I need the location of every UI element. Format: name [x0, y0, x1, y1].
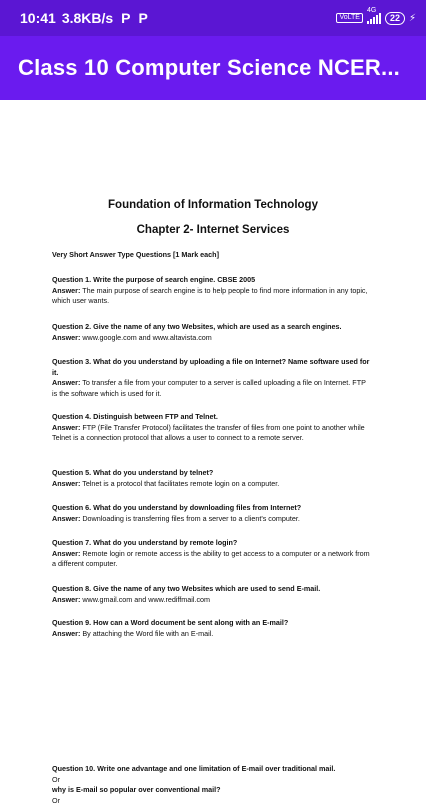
answer-text: Answer: Remote login or remote access is the ability to get access to a computer or a network from a different computer.: [52, 549, 372, 570]
answer-text: Answer: The main purpose of search engine is to help people to find more information in any topic, which user wants.: [52, 286, 372, 307]
network-type: 4G: [367, 7, 376, 14]
answer-text: Answer: By attaching the Word file with an E-mail.: [52, 629, 372, 640]
charging-icon: ⚡: [409, 13, 416, 24]
answer-text: Answer: www.google.com and www.altavista.com: [52, 333, 372, 344]
battery-level: 22: [390, 13, 400, 23]
status-left: [20, 10, 148, 26]
signal-icon: [367, 13, 381, 24]
or-text: Or: [52, 796, 372, 806]
document-page[interactable]: [0, 100, 426, 800]
question-text: why is E-mail so popular over conventional mail?: [52, 785, 372, 796]
app-title: Class 10 Computer Science NCER...: [18, 55, 400, 81]
question-block: [52, 503, 372, 524]
notification-p-icon: P: [121, 10, 130, 26]
answer-text: Answer: To transfer a file from your computer to a server is called uploading a file on Internet. FTP is the software which is used for it.: [52, 378, 372, 399]
question-text: Question 2. Give the name of any two Websites, which are used as a search engines.: [52, 322, 372, 333]
question-text: Question 4. Distinguish between FTP and Telnet.: [52, 412, 372, 423]
app-bar: [0, 36, 426, 100]
question-text: Question 6. What do you understand by downloading files from Internet?: [52, 503, 372, 514]
status-bar: [0, 0, 426, 36]
question-block: [52, 618, 372, 639]
question-text: Question 3. What do you understand by uploading a file on Internet? Name software used for it.: [52, 357, 372, 378]
document-title: Foundation of Information Technology: [0, 199, 426, 211]
notification-p-icon: P: [139, 10, 148, 26]
answer-text: Answer: Telnet is a protocol that facilitates remote login on a computer.: [52, 479, 372, 490]
network-speed: 3.8KB/s: [62, 10, 113, 26]
question-block: [52, 412, 372, 444]
question-text: Question 10. Write one advantage and one limitation of E-mail over traditional mail.: [52, 764, 372, 775]
answer-text: Answer: Downloading is transferring files from a server to a client's computer.: [52, 514, 372, 525]
question-block: [52, 275, 372, 307]
battery-icon: [385, 12, 405, 25]
question-text: Question 5. What do you understand by telnet?: [52, 468, 372, 479]
question-block: [52, 538, 372, 570]
status-time: 10:41: [20, 10, 56, 26]
status-right: [336, 12, 416, 25]
question-block: [52, 357, 372, 399]
chapter-title: Chapter 2- Internet Services: [0, 224, 426, 236]
answer-text: Answer: www.gmail.com and www.rediffmail.com: [52, 595, 372, 606]
question-block: [52, 322, 372, 343]
section-heading: Very Short Answer Type Questions [1 Mark each]: [52, 250, 219, 259]
question-text: Question 7. What do you understand by remote login?: [52, 538, 372, 549]
question-block: [52, 584, 372, 605]
question-text: Question 8. Give the name of any two Websites which are used to send E-mail.: [52, 584, 372, 595]
question-block: [52, 468, 372, 489]
question-text: Question 9. How can a Word document be sent along with an E-mail?: [52, 618, 372, 629]
volte-icon: VoLTE: [336, 13, 363, 23]
answer-text: Answer: FTP (File Transfer Protocol) facilitates the transfer of files from one point to another while Telnet is a connection protocol that allows a user to connect to a remote server.: [52, 423, 372, 444]
or-text: Or: [52, 775, 372, 786]
question-text: Question 1. Write the purpose of search engine. CBSE 2005: [52, 275, 372, 286]
